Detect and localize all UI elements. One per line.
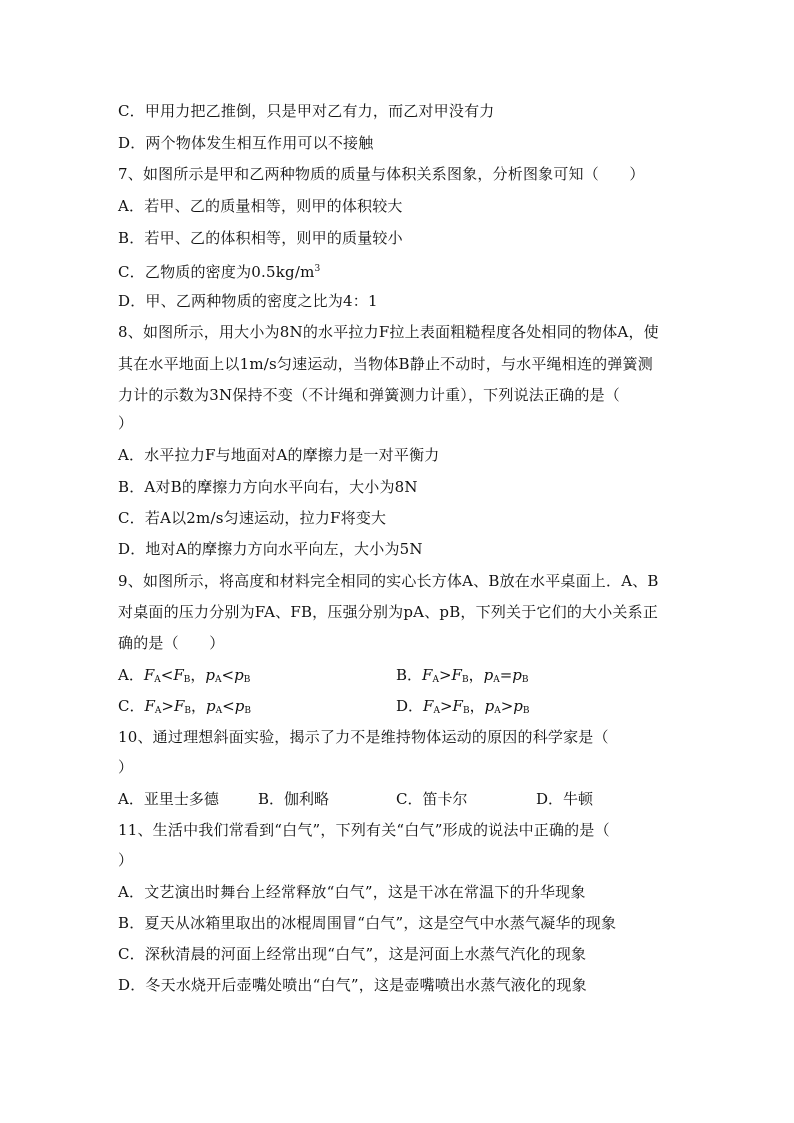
sub-B: B [183, 675, 191, 685]
q8-stem-line-2: 其在水平地面上以1m/s匀速运动，当物体B静止不动时，与水平绳相连的弹簧测 [118, 355, 653, 373]
symbol-F: F [143, 666, 155, 684]
separator: ， [468, 666, 484, 684]
sub-A: A [493, 675, 500, 685]
sub-B: B [521, 675, 529, 685]
q10-option-c: C．笛卡尔 [396, 790, 468, 808]
unit-superscript: 3 [314, 264, 321, 274]
symbol-F: F [451, 666, 462, 684]
q11-option-c: C．深秋清晨的河面上经常出现“白气”，这是河面上水蒸气汽化的现象 [118, 945, 587, 963]
symbol-p: p [513, 697, 523, 715]
symbol-F: F [144, 697, 155, 715]
q11-option-b: B．夏天从冰箱里取出的冰棍周围冒“白气”，这是空气中水蒸气凝华的现象 [118, 914, 617, 932]
separator: ， [191, 697, 207, 715]
q7-option-a: A．若甲、乙的质量相等，则甲的体积较大 [118, 197, 403, 215]
sub-B: B [184, 706, 192, 716]
q6-option-d: D．两个物体发生相互作用可以不接触 [118, 134, 374, 152]
q10-stem-line-1: 10、通过理想斜面实验，揭示了力不是维持物体运动的原因的科学家是（ [118, 728, 609, 746]
relation-gt: > [161, 697, 174, 715]
sub-B: B [244, 706, 251, 716]
q11-option-a: A．文艺演出时舞台上经常释放“白气”，这是干冰在常温下的升华现象 [118, 883, 586, 901]
sub-A: A [215, 675, 222, 685]
q10-option-a: A．亚里士多德 [118, 790, 219, 808]
symbol-p: p [512, 666, 522, 684]
q10-stem-line-2: ） [118, 758, 134, 776]
symbol-p: p [205, 666, 216, 684]
q10-option-b: B．伽利略 [258, 790, 330, 808]
symbol-p: p [206, 697, 216, 715]
symbol-p: p [483, 666, 494, 684]
q9-option-c-label: C． [118, 697, 145, 715]
relation-lt: < [222, 697, 235, 715]
q9-option-a [118, 665, 250, 690]
q8-stem-line-1: 8、如图所示，用大小为8N的水平拉力F拉上表面粗糙程度各处相同的物体A，使 [118, 323, 659, 341]
q8-option-d: D．地对A的摩擦力方向水平向左，大小为5N [118, 540, 423, 558]
sub-A: A [215, 706, 223, 716]
sub-A: A [432, 675, 439, 685]
sub-A: A [154, 706, 162, 716]
q11-option-d: D．冬天水烧开后壶嘴处喷出“白气”，这是壶嘴喷出水蒸气液化的现象 [118, 976, 587, 994]
q8-stem-line-4: ） [118, 414, 134, 432]
q7-option-d: D．甲、乙两种物质的密度之比为4：1 [118, 292, 378, 310]
q9-stem-line-3: 确的是（ ） [118, 634, 225, 652]
sub-B: B [461, 675, 469, 685]
q11-stem-line-2: ） [118, 851, 134, 869]
symbol-F: F [173, 666, 184, 684]
symbol-F: F [173, 697, 185, 715]
sub-B: B [243, 675, 251, 685]
sub-B: B [462, 706, 470, 716]
q9-stem-line-1: 9、如图所示，将高度和材料完全相同的实心长方体A、B放在水平桌面上．A、B [118, 572, 659, 590]
relation-gt: > [438, 666, 452, 684]
sub-A: A [494, 706, 501, 716]
q8-option-c: C．若A以2m/s匀速运动，拉力F将变大 [118, 509, 387, 527]
q9-option-d [396, 696, 530, 721]
q6-option-c: C．甲用力把乙推倒，只是甲对乙有力，而乙对甲没有力 [118, 102, 495, 120]
symbol-F: F [422, 666, 433, 684]
sub-A: A [154, 675, 161, 685]
symbol-p: p [234, 697, 245, 715]
q9-option-b [396, 665, 529, 690]
symbol-p: p [234, 666, 244, 684]
q10-option-d: D．牛顿 [536, 790, 594, 808]
relation-gt: > [500, 697, 514, 715]
q7-option-b: B．若甲、乙的体积相等，则甲的质量较小 [118, 229, 403, 247]
relation-gt: > [439, 697, 453, 715]
separator: ， [190, 666, 206, 684]
sub-B: B [522, 706, 530, 716]
q9-option-a-label: A． [118, 666, 144, 684]
symbol-p: p [484, 697, 495, 715]
q11-stem-line-1: 11、生活中我们常看到“白气”，下列有关“白气”形成的说法中正确的是（ [118, 821, 610, 839]
q7-stem: 7、如图所示是甲和乙两种物质的质量与体积关系图象，分析图象可知（ ） [118, 165, 645, 183]
q8-option-b: B．A对B的摩擦力方向水平向右，大小为8N [118, 478, 418, 496]
q8-stem-line-3: 力计的示数为3N保持不变（不计绳和弹簧测力计重），下列说法正确的是（ [118, 386, 620, 404]
q7-option-c [118, 259, 320, 282]
relation-eq: = [499, 666, 513, 684]
q9-option-d-label: D． [396, 697, 424, 715]
sub-A: A [433, 706, 440, 716]
q9-stem-line-2: 对桌面的压力分别为FA、FB，压强分别为pA、pB，下列关于它们的大小关系正 [118, 603, 659, 621]
symbol-F: F [452, 697, 463, 715]
q9-option-b-label: B． [396, 666, 423, 684]
q8-option-a: A．水平拉力F与地面对A的摩擦力是一对平衡力 [118, 446, 440, 464]
q7-option-c-text: C．乙物质的密度为0.5kg/m [118, 263, 315, 281]
q9-option-c [118, 696, 251, 721]
relation-lt: < [160, 666, 174, 684]
relation-lt: < [221, 666, 235, 684]
separator: ， [469, 697, 485, 715]
symbol-F: F [423, 697, 434, 715]
